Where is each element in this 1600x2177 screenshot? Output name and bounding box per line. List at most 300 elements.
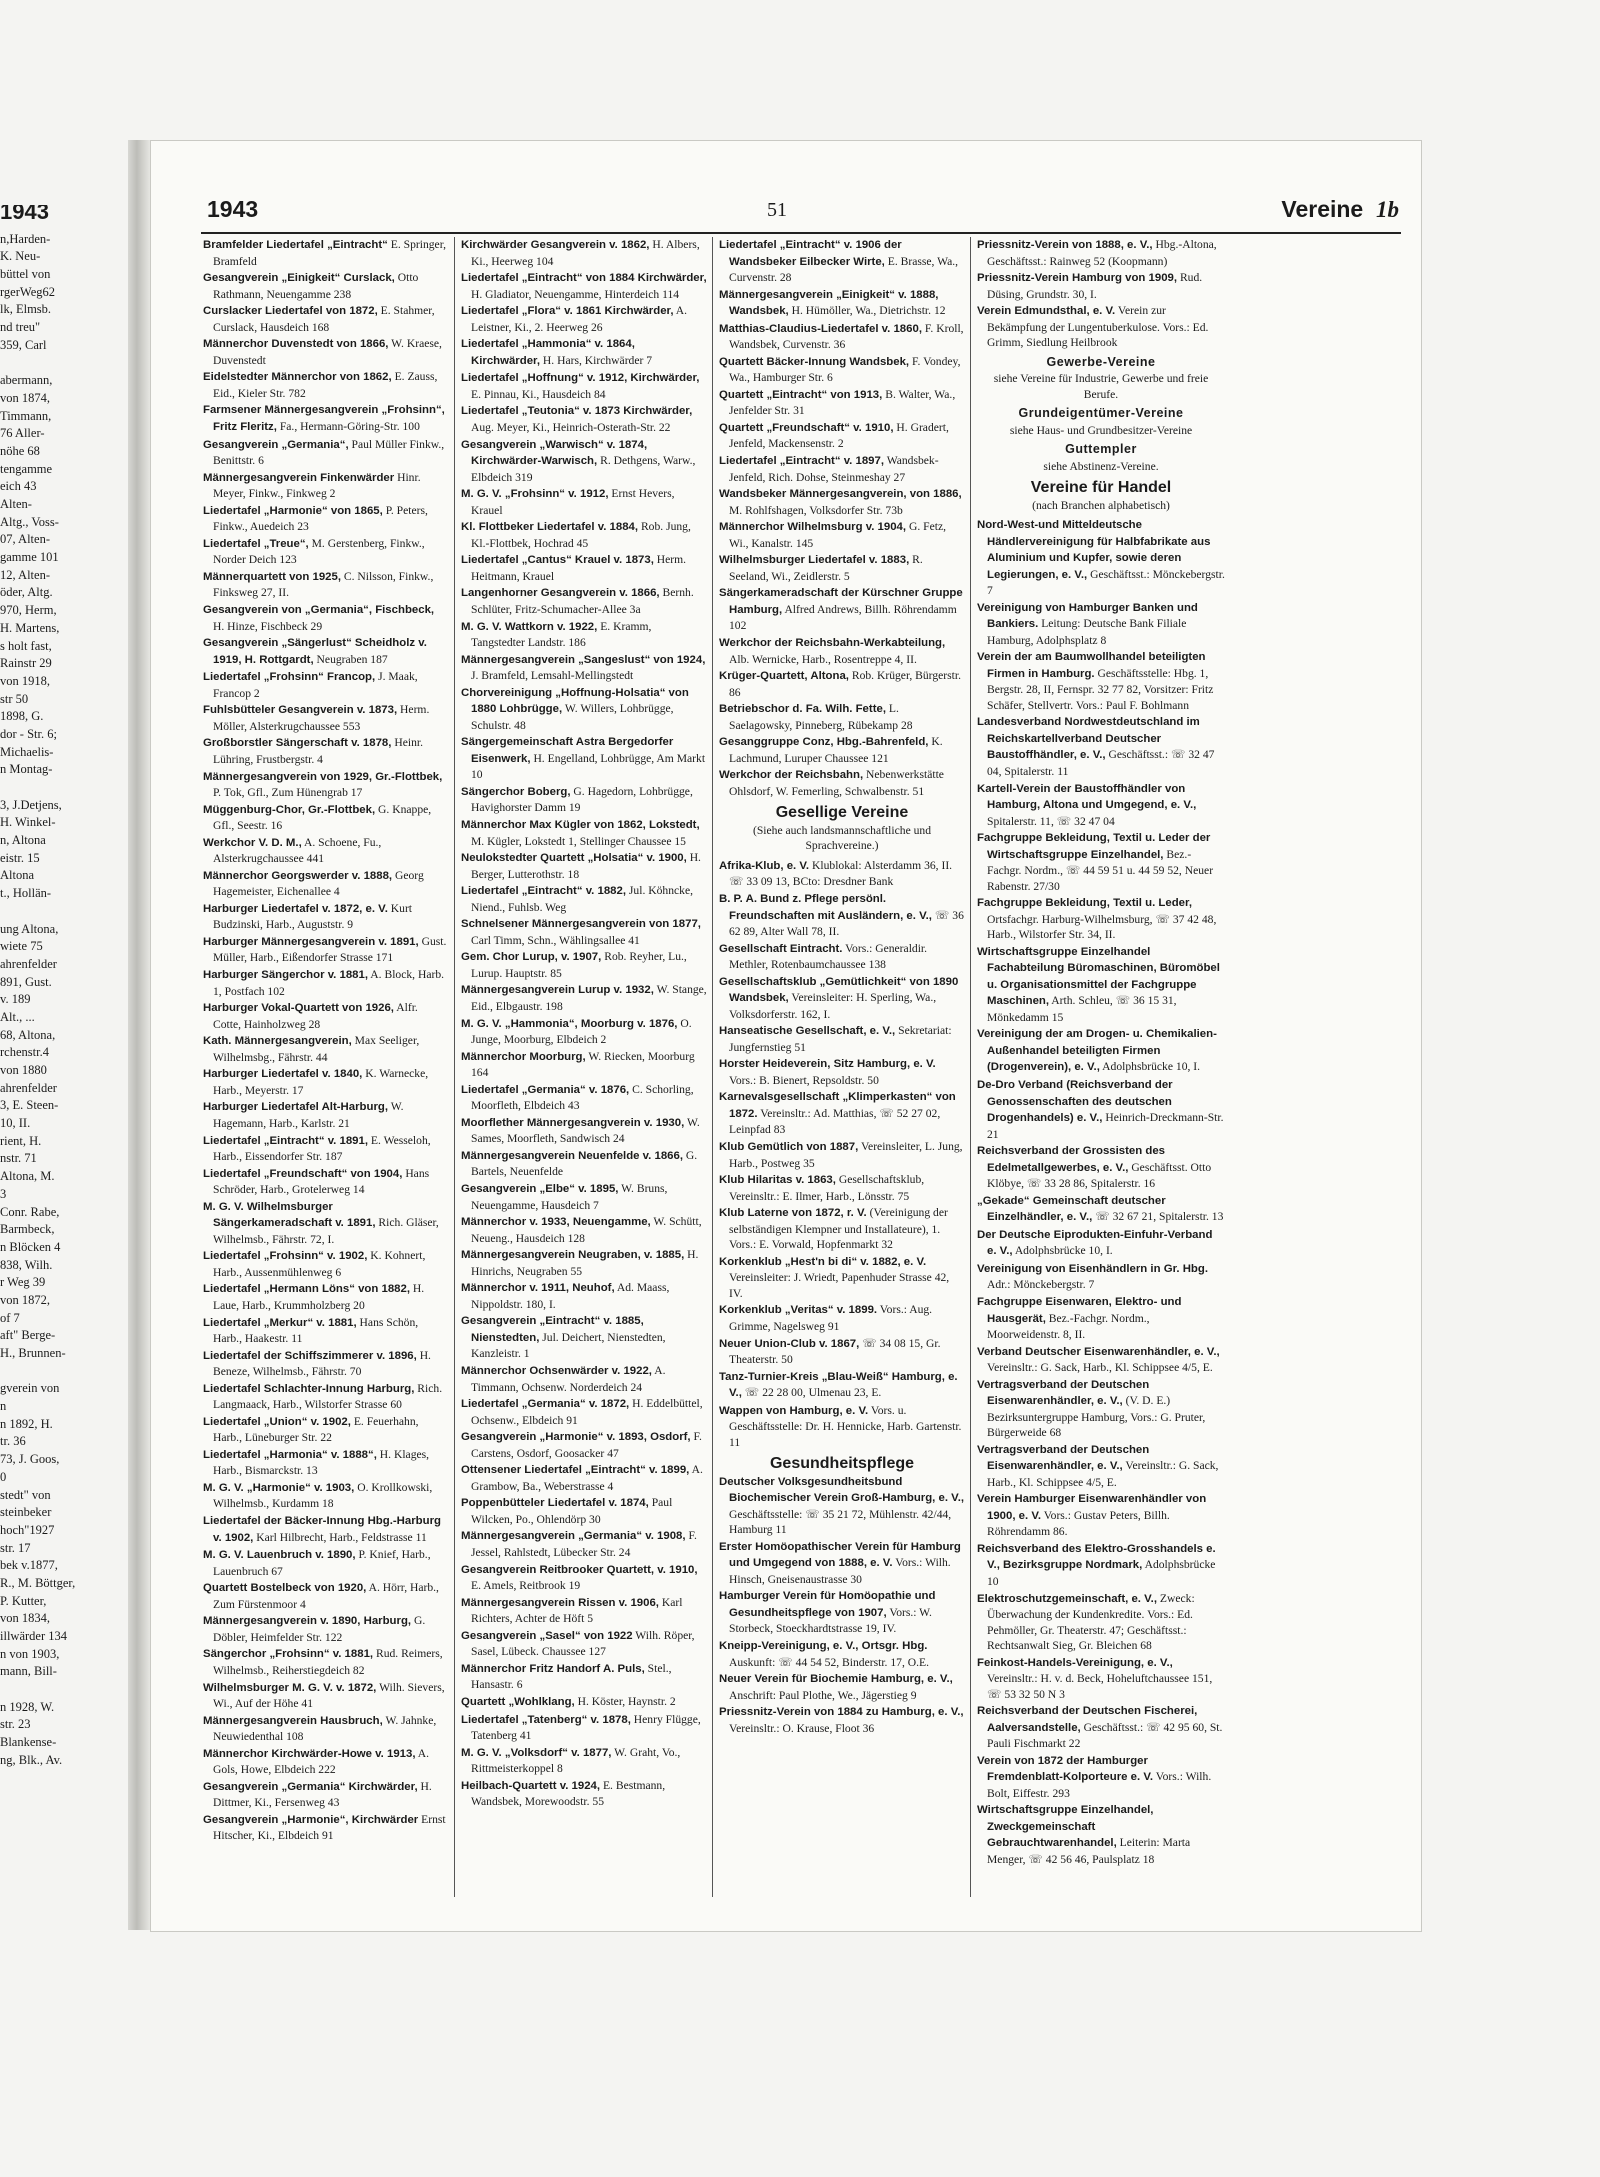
entry-details: Rich. Langmaack, Harb., Wilstorfer Strasse 60 bbox=[213, 1381, 443, 1412]
adjacent-page-line: 07, Alten- bbox=[0, 532, 50, 547]
adjacent-page-line: n von 1903, bbox=[0, 1646, 60, 1661]
entry-details: G. Bartels, Neuenfelde bbox=[471, 1148, 698, 1179]
entry-name: Karnevalsgesellschaft „Klimperkasten“ von 1872. bbox=[719, 1091, 956, 1120]
entry-name: Gesangverein Reitbrooker Quartett, v. 1910, bbox=[461, 1563, 698, 1576]
entry-name: Harburger Sängerchor v. 1881, bbox=[203, 969, 369, 982]
entry-details: Neugraben 187 bbox=[316, 652, 388, 666]
directory-entry bbox=[977, 1377, 1225, 1441]
adjacent-page-line: gverein von bbox=[0, 1381, 60, 1396]
entry-details: Vors.: W. Storbeck, Stoeckhardtstrasse 19, IV. bbox=[729, 1605, 932, 1636]
entry-name: Gesangverein „Germania“, bbox=[203, 438, 349, 451]
entry-details: Geschäftsst.: ☏ 32 47 04, Spitalerstr. 11 bbox=[987, 748, 1215, 778]
entry-details: Geschäftsst.: Mönckebergstr. 7 bbox=[987, 567, 1225, 598]
entry-details: Alb. Wernicke, Harb., Rosentreppe 4, II. bbox=[729, 652, 917, 666]
entry-details: Jul. Köhncke, Niend., Fuhlsb. Weg bbox=[471, 884, 693, 914]
entry-name: Wilhelmsburger M. G. V. v. 1872, bbox=[203, 1681, 377, 1694]
entry-details: Nebenwerkstätte Ohlsdorf, W. Femerling, Schwalbenstr. 51 bbox=[729, 768, 944, 798]
adjacent-page-line: r Weg 39 bbox=[0, 1275, 46, 1290]
directory-entry bbox=[719, 387, 965, 419]
directory-entry bbox=[719, 1403, 965, 1451]
directory-entry bbox=[977, 1143, 1225, 1192]
entry-details: F. Kroll, Wandsbek, Curvenstr. 36 bbox=[729, 321, 964, 352]
directory-entry bbox=[203, 1248, 448, 1280]
directory-entry bbox=[461, 1280, 707, 1312]
entry-name: Männergesangverein Rissen v. 1906, bbox=[461, 1596, 659, 1609]
directory-entry bbox=[203, 868, 448, 900]
entry-details: M. Kügler, Lokstedt 1, Stellinger Chaussee 15 bbox=[471, 834, 686, 848]
directory-entry bbox=[977, 714, 1225, 779]
entry-name: Männergesangverein „Germania“ v. 1908, bbox=[461, 1530, 686, 1543]
adjacent-page-line: 970, Herm, bbox=[0, 603, 57, 618]
adjacent-page-line: tengamme bbox=[0, 461, 53, 476]
entry-name: Wappen von Hamburg, e. V. bbox=[719, 1404, 869, 1417]
entry-details: Adolphsbrücke 10, I. bbox=[1014, 1244, 1113, 1258]
directory-entry bbox=[203, 1066, 448, 1098]
entry-details: Rob. Krüger, Bürgerstr. 86 bbox=[729, 669, 961, 699]
adjacent-page-line: nstr. 71 bbox=[0, 1151, 37, 1166]
adjacent-page-line: illwärder 134 bbox=[0, 1629, 67, 1644]
entry-details: M. Rohlfshagen, Volksdorfer Str. 73b bbox=[729, 503, 903, 517]
header-rule bbox=[201, 232, 1401, 234]
entry-details: Fa., Hermann-Göring-Str. 100 bbox=[279, 419, 420, 433]
entry-details: Auskunft: ☏ 44 54 52, Binderstr. 17, O.E. bbox=[729, 1655, 929, 1669]
entry-details: Herm. Heitmann, Krauel bbox=[471, 553, 687, 583]
entry-name: Männergesangverein Neuenfelde v. 1866, bbox=[461, 1149, 683, 1162]
cross-reference-note: (nach Branchen alphabetisch) bbox=[1032, 498, 1170, 512]
directory-entry bbox=[203, 303, 448, 335]
adjacent-page-line: 3 bbox=[0, 1186, 7, 1201]
entry-details: H. Köster, Haynstr. 2 bbox=[577, 1694, 676, 1708]
entry-name: Liedertafel „Hammonia“ v. 1864, Kirchwärder, bbox=[461, 338, 635, 367]
entry-name: Müggenburg-Chor, Gr.-Flottbek, bbox=[203, 803, 376, 816]
directory-entry bbox=[461, 1016, 707, 1048]
directory-entry bbox=[461, 916, 707, 948]
entry-details: Klublokal: Alsterdamm 36, II. ☏ 33 09 13, BCto: Dresdner Bank bbox=[729, 858, 953, 889]
entry-name: Liedertafel „Flora“ v. 1861 Kirchwärder, bbox=[461, 305, 674, 318]
entry-details: Anschrift: Paul Plothe, We., Jägerstieg 9 bbox=[729, 1688, 917, 1702]
directory-entry bbox=[203, 503, 448, 535]
directory-entry bbox=[461, 1495, 707, 1527]
adjacent-page-line: R., M. Böttger, bbox=[0, 1575, 76, 1590]
directory-entry bbox=[203, 1646, 448, 1678]
entry-name: Vereinigung der am Drogen- u. Chemikalien-Außenhandel beteiligten Firmen (Drogenverein), e. V., bbox=[977, 1028, 1217, 1074]
directory-entry bbox=[977, 944, 1225, 1026]
entry-name: Männergesangverein Finkenwärder bbox=[203, 471, 395, 484]
adjacent-page-line: steinbeker bbox=[0, 1505, 52, 1520]
entry-name: Feinkost-Handels-Vereinigung, e. V., bbox=[977, 1656, 1173, 1669]
directory-entry bbox=[461, 486, 707, 518]
adjacent-page-line: rchenstr.4 bbox=[0, 1045, 49, 1060]
entry-details: Vors.: Wilh. Bolt, Eiffestr. 293 bbox=[987, 1770, 1212, 1800]
directory-entry bbox=[203, 1613, 448, 1645]
adjacent-page-line: tr. 36 bbox=[0, 1434, 26, 1449]
entry-name: Gesangverein „Sängerlust“ Scheidholz v. 1919, H. Rottgardt, bbox=[203, 637, 427, 666]
entry-details: G. Fetz, Wi., Kanalstr. 145 bbox=[729, 520, 946, 550]
adjacent-page-line: aft" Berge- bbox=[0, 1328, 56, 1343]
entry-details: Vors.: B. Bienert, Repsoldstr. 50 bbox=[729, 1073, 879, 1087]
directory-entry bbox=[203, 1713, 448, 1745]
entry-details: W. Riecken, Moorburg 164 bbox=[471, 1049, 695, 1080]
entry-name: Werkchor V. D. M., bbox=[203, 836, 302, 849]
entry-details: A. Timmann, Ochsenw. Norderdeich 24 bbox=[471, 1364, 666, 1394]
adjacent-page-line: str. 17 bbox=[0, 1540, 31, 1555]
entry-name: Gem. Chor Lurup, v. 1907, bbox=[461, 951, 602, 964]
directory-entry bbox=[977, 1753, 1225, 1802]
adjacent-page-line: 891, Gust. bbox=[0, 974, 52, 989]
entry-details: H. Eddelbüttel, Ochsenw., Elbdeich 91 bbox=[471, 1397, 703, 1427]
entry-name: M. G. V. „Volksdorf“ v. 1877, bbox=[461, 1746, 612, 1759]
adjacent-page-line: 359, Carl bbox=[0, 337, 47, 352]
entry-details: H. Engelland, Lohbrügge, Am Markt 10 bbox=[471, 751, 706, 782]
entry-details: H. Hars, Kirchwärder 7 bbox=[542, 353, 653, 367]
entry-details: Gust. Müller, Harb., Eißendorfer Strasse 171 bbox=[213, 934, 447, 965]
adjacent-page-line: t., Hollän- bbox=[0, 886, 52, 901]
entry-details: H. Hinze, Fischbeck 29 bbox=[213, 619, 323, 633]
entry-name: Quartett „Freundschaft“ v. 1910, bbox=[719, 421, 894, 434]
entry-name: Gesellschaftsklub „Gemütlichkeit“ von 1890 Wandsbek, bbox=[719, 975, 959, 1005]
entry-details: W. Hagemann, Harb., Karlstr. 21 bbox=[213, 1100, 404, 1130]
directory-entry bbox=[461, 552, 707, 584]
entry-name: Gesangverein „Sasel“ von 1922 bbox=[461, 1629, 633, 1642]
entry-name: Liedertafel der Bäcker-Innung Hbg.-Harburg v. 1902, bbox=[203, 1515, 441, 1544]
directory-entry bbox=[461, 1778, 707, 1810]
adjacent-page-line: 76 Aller- bbox=[0, 426, 45, 441]
directory-entry bbox=[203, 1099, 448, 1131]
entry-name: Gesangverein „Eintracht“ v. 1885, Nienstedten, bbox=[461, 1315, 644, 1344]
adjacent-page-line: büttel von bbox=[0, 267, 51, 282]
entry-details: P. Tok, Gfl., Zum Hünengrab 17 bbox=[213, 786, 363, 799]
entry-details: G. Hagedorn, Lohbrügge, Havighorster Damm 19 bbox=[471, 784, 693, 815]
entry-name: Verein Edmundsthal, e. V. bbox=[977, 305, 1116, 318]
entry-name: Harburger Vokal-Quartett von 1926, bbox=[203, 1002, 394, 1015]
directory-entry bbox=[461, 1628, 707, 1660]
directory-entry bbox=[203, 1000, 448, 1032]
entry-name: Gesangverein „Germania“ Kirchwärder, bbox=[203, 1780, 418, 1793]
entry-name: Männergesangverein Neugraben, v. 1885, bbox=[461, 1249, 685, 1262]
entry-details: J. Maak, Francop 2 bbox=[213, 670, 418, 700]
directory-entry bbox=[461, 1595, 707, 1627]
entry-name: Männerquartett von 1925, bbox=[203, 570, 341, 583]
entry-name: Männerchor Georgswerder v. 1888, bbox=[203, 869, 393, 882]
adjacent-page-line: n 1892, H. bbox=[0, 1416, 53, 1431]
page-fold bbox=[128, 140, 150, 1930]
directory-entry bbox=[719, 1369, 965, 1402]
entry-details: Bernh. Schlüter, Fritz-Schumacher-Allee 3a bbox=[471, 586, 694, 616]
entry-details: E. Wesseloh, Harb., Eissendorfer Str. 187 bbox=[213, 1133, 431, 1164]
directory-entry bbox=[719, 974, 965, 1023]
directory-entry bbox=[461, 1148, 707, 1180]
directory-entry bbox=[977, 1227, 1225, 1260]
directory-entry bbox=[461, 237, 707, 269]
entry-name: Gesanggruppe Conz, Hbg.-Bahrenfeld, bbox=[719, 736, 929, 749]
directory-entry bbox=[461, 850, 707, 882]
entry-details: H. Hümöller, Wa., Dietrichstr. 12 bbox=[791, 304, 946, 318]
entry-name: Sängerchor „Frohsinn“ v. 1881, bbox=[203, 1648, 374, 1661]
entry-details: (Vereinigung der selbständigen Klempner und Installateure), 1. Vors.: E. Vorwald, Hopfenmarkt 32 bbox=[729, 1206, 948, 1252]
directory-entry bbox=[977, 303, 1225, 351]
entry-details: Heinr. Lühring, Frustbergstr. 4 bbox=[213, 736, 423, 766]
directory-entry bbox=[461, 1429, 707, 1461]
directory-entry bbox=[203, 402, 448, 435]
entry-details: O. Krollkowski, Wilhelmsb., Kurdamm 18 bbox=[213, 1480, 433, 1511]
entry-name: Männerchor v. 1933, Neuengamme, bbox=[461, 1216, 651, 1229]
entry-details: Geschäftsst. Otto Klöbye, ☏ 33 28 86, Spitalerstr. 16 bbox=[987, 1160, 1212, 1191]
entry-name: Liedertafel „Frohsinn“ Francop, bbox=[203, 671, 376, 684]
entry-name: Vertragsverband der Deutschen Eisenwarenhändler, e. V., bbox=[977, 1443, 1150, 1473]
directory-entry bbox=[719, 287, 965, 320]
entry-name: Reichsverband der Deutschen Fischerei, Aalversandstelle, bbox=[977, 1705, 1198, 1734]
directory-entry bbox=[719, 941, 965, 973]
directory-entry bbox=[203, 835, 448, 867]
entry-details: Leiterin: Marta Menger, ☏ 42 56 46, Paulsplatz 18 bbox=[987, 1836, 1191, 1866]
entry-details: Paul Wilcken, Po., Ohlendörp 30 bbox=[471, 1496, 673, 1526]
directory-entry bbox=[461, 685, 707, 734]
entry-name: Curslacker Liedertafel von 1872, bbox=[203, 305, 378, 318]
entry-name: Nord-West-und Mitteldeutsche Händlervereinigung für Halbfabrikate aus Aluminium und Kupfer, sowie deren Legierungen, e. V., bbox=[977, 519, 1211, 581]
cross-reference-note: siehe Haus- und Grundbesitzer-Vereine bbox=[1009, 423, 1193, 437]
adjacent-page-line: ung Altona, bbox=[0, 921, 59, 936]
entry-details: W. Willers, Lohbrügge, Schulstr. 48 bbox=[471, 702, 674, 732]
entry-details: A. Block, Harb. 1, Postfach 102 bbox=[213, 968, 445, 998]
directory-entry bbox=[977, 1541, 1225, 1590]
page-title-text: Vereine bbox=[1281, 196, 1364, 222]
adjacent-page-year: 1943 bbox=[0, 205, 49, 224]
directory-entry bbox=[461, 303, 707, 335]
adjacent-page-line bbox=[0, 779, 118, 797]
directory-entry bbox=[977, 1294, 1225, 1343]
directory-entry bbox=[977, 1703, 1225, 1752]
adjacent-page-line: von 1880 bbox=[0, 1063, 47, 1078]
entry-details: F. Vondey, Wa., Hamburger Str. 6 bbox=[729, 354, 961, 385]
directory-entry bbox=[719, 237, 965, 286]
entry-details: Carl Timm, Schn., Wählingsallee 41 bbox=[471, 933, 640, 947]
adjacent-page-line: nöhe 68 bbox=[0, 443, 40, 458]
subsection-heading: Guttempler bbox=[1065, 442, 1137, 457]
directory-page bbox=[150, 140, 1422, 1932]
directory-entry bbox=[719, 1139, 965, 1171]
entry-name: Betriebschor d. Fa. Wilh. Fette, bbox=[719, 703, 886, 716]
adjacent-page-line: dor - Str. 6; bbox=[0, 726, 57, 741]
page-number: 51 bbox=[767, 199, 787, 221]
section-heading: Vereine für Handel bbox=[1030, 479, 1172, 497]
adjacent-page-line bbox=[0, 355, 118, 373]
directory-entry bbox=[203, 967, 448, 999]
entry-details: Vors.: Aug. Grimme, Nagelsweg 91 bbox=[729, 1303, 933, 1333]
column-divider bbox=[970, 237, 971, 1897]
adjacent-page-line: von 1918, bbox=[0, 673, 50, 688]
directory-entry bbox=[461, 1396, 707, 1428]
entry-name: „Gekade“ Gemeinschaft deutscher Einzelhändler, e. V., bbox=[977, 1194, 1166, 1224]
page-title-suffix: 1b bbox=[1376, 197, 1399, 222]
entry-details: H. Beneze, Wilhelmsb., Fährstr. 70 bbox=[213, 1348, 431, 1379]
entry-details: W. Kraese, Duvenstedt bbox=[213, 337, 442, 367]
directory-entry bbox=[461, 437, 707, 486]
directory-entry bbox=[719, 1205, 965, 1253]
directory-entry bbox=[203, 270, 448, 302]
entry-name: Matthias-Claudius-Liedertafel v. 1860, bbox=[719, 322, 922, 335]
entry-details: H. Laue, Harb., Krummholzberg 20 bbox=[213, 1282, 425, 1312]
entry-name: Liedertafel „Germania“ v. 1872, bbox=[461, 1398, 630, 1411]
entry-details: E. Springer, Bramfeld bbox=[213, 238, 446, 268]
entry-name: Liedertafel „Teutonia“ v. 1873 Kirchwärder, bbox=[461, 405, 693, 418]
entry-details: Arth. Schleu, ☏ 36 15 31, Mönkedamm 15 bbox=[987, 994, 1177, 1024]
adjacent-page-line bbox=[0, 903, 118, 921]
entry-name: Harburger Liedertafel v. 1840, bbox=[203, 1068, 363, 1081]
entry-details: E. Zauss, Eid., Kieler Str. 782 bbox=[213, 370, 438, 400]
entry-name: Großborstler Sängerschaft v. 1878, bbox=[203, 737, 392, 750]
directory-entry bbox=[461, 370, 707, 402]
directory-entry bbox=[203, 1133, 448, 1165]
entry-name: Harburger Liedertafel Alt-Harburg, bbox=[203, 1101, 389, 1114]
entry-name: Liedertafel „Harmonia“ v. 1888“, bbox=[203, 1448, 377, 1461]
entry-details: H. Gradert, Jenfeld, Mackensenstr. 2 bbox=[729, 420, 949, 451]
entry-name: Heilbach-Quartett v. 1924, bbox=[461, 1779, 601, 1792]
adjacent-page-line: n, Altona bbox=[0, 833, 46, 848]
directory-entry bbox=[461, 1712, 707, 1744]
entry-details: Max Seeliger, Wilhelmsbg., Fährstr. 44 bbox=[213, 1034, 420, 1064]
entry-details: Rob. Reyher, Lu., Lurup. Hauptstr. 85 bbox=[471, 950, 687, 980]
entry-name: Männergesangverein Hausbruch, bbox=[203, 1714, 383, 1727]
directory-entry bbox=[719, 1588, 965, 1637]
directory-entry bbox=[203, 1680, 448, 1712]
entry-name: Männergesangverein „Einigkeit“ v. 1888, Wandsbek, bbox=[719, 288, 939, 318]
entry-name: Liedertafel „Frohsinn“ v. 1902, bbox=[203, 1250, 368, 1263]
entry-details: Vereinsltr.: Ad. Matthias, ☏ 52 27 02, Leinpfad 83 bbox=[729, 1106, 941, 1137]
directory-entry bbox=[719, 354, 965, 386]
entry-details: Ernst Hitscher, Ki., Elbdeich 91 bbox=[213, 1812, 446, 1843]
entry-name: Männerchor Max Kügler von 1862, Lokstedt, bbox=[461, 819, 700, 831]
entry-details: E. Feuerhahn, Harb., Lüneburger Str. 22 bbox=[213, 1414, 419, 1445]
adjacent-page-line: H. Winkel- bbox=[0, 815, 56, 830]
entry-name: M. G. V. „Frohsinn“ v. 1912, bbox=[461, 488, 609, 501]
directory-entry bbox=[461, 1528, 707, 1560]
entry-name: Klub Hilaritas v. 1863, bbox=[719, 1174, 836, 1187]
directory-entry bbox=[203, 369, 448, 401]
entry-details: Ernst Hevers, Krauel bbox=[471, 487, 675, 517]
adjacent-page-line: Altona, M. bbox=[0, 1169, 55, 1184]
entry-details: Wilh. Sievers, Wi., Auf der Höhe 41 bbox=[213, 1680, 445, 1711]
entry-details: M. Gerstenberg, Finkw., Norder Deich 123 bbox=[213, 536, 425, 567]
adjacent-page-line: Timmann, bbox=[0, 408, 52, 423]
directory-entry bbox=[719, 1254, 965, 1302]
directory-entry bbox=[977, 1591, 1225, 1654]
directory-entry bbox=[719, 1302, 965, 1334]
adjacent-page-line bbox=[0, 1363, 118, 1381]
directory-entry bbox=[977, 1491, 1225, 1540]
entry-details: Vereinsltr.: H. v. d. Beck, Hoheluftchaussee 151, ☏ 53 32 50 N 3 bbox=[987, 1672, 1213, 1701]
adjacent-page-line: rgerWeg62 bbox=[0, 284, 55, 299]
directory-entry bbox=[203, 470, 448, 502]
directory-entry bbox=[719, 486, 965, 518]
directory-entry bbox=[203, 1447, 448, 1479]
directory-entry bbox=[461, 1115, 707, 1147]
entry-details: P. Peters, Finkw., Auedeich 23 bbox=[213, 503, 428, 534]
entry-name: Liedertafel „Eintracht“ v. 1891, bbox=[203, 1134, 369, 1147]
entry-name: Liedertafel „Treue“, bbox=[203, 537, 309, 550]
entry-details: L. Saelagowsky, Pinneberg, Rübekamp 28 bbox=[729, 702, 913, 732]
entry-name: Liedertafel der Schiffszimmerer v. 1896, bbox=[203, 1349, 417, 1362]
entry-name: Horster Heideverein, Sitz Hamburg, e. V. bbox=[719, 1058, 936, 1071]
adjacent-page-line: Alten- bbox=[0, 497, 32, 512]
entry-details: A. Grambow, Ba., Weberstrasse 4 bbox=[471, 1463, 703, 1493]
adjacent-page-line: gamme 101 bbox=[0, 550, 59, 565]
entry-name: Erster Homöopathischer Verein für Hamburg und Umgegend von 1888, e. V. bbox=[719, 1540, 961, 1570]
directory-entry bbox=[203, 437, 448, 469]
directory-entry bbox=[203, 669, 448, 701]
adjacent-page-line: str. 23 bbox=[0, 1717, 31, 1732]
directory-entry bbox=[203, 1513, 448, 1546]
entry-name: M. G. V. Wattkorn v. 1922, bbox=[461, 620, 598, 633]
entry-name: Männerchor Duvenstedt von 1866, bbox=[203, 338, 389, 351]
page-title bbox=[1281, 196, 1399, 223]
adjacent-page-line bbox=[0, 1681, 118, 1699]
entry-name: Elektroschutzgemeinschaft, e. V., bbox=[977, 1592, 1157, 1605]
entry-name: M. G. V. „Hammonia“, Moorburg v. 1876, bbox=[461, 1017, 678, 1030]
directory-entry bbox=[977, 1026, 1225, 1076]
entry-details: A. Gols, Howe, Elbdeich 222 bbox=[213, 1746, 430, 1777]
directory-entry bbox=[719, 701, 965, 733]
entry-name: Farmsener Männergesangverein „Frohsinn“, Fritz Fleritz, bbox=[203, 404, 445, 433]
entry-details: Vereinsleiter, L. Jung, Harb., Postweg 35 bbox=[729, 1140, 963, 1170]
header-year: 1943 bbox=[207, 196, 259, 222]
adjacent-page-line: 0 bbox=[0, 1469, 7, 1484]
entry-name: De-Dro Verband (Reichsverband der Genossenschaften des deutschen Drogenhandels) e. V., bbox=[977, 1079, 1173, 1125]
entry-details: ☏ 32 67 21, Spitalerstr. 13 bbox=[1095, 1210, 1224, 1224]
entry-details: R. Dethgens, Warw., Elbdeich 319 bbox=[471, 454, 696, 484]
directory-entry bbox=[977, 600, 1225, 649]
directory-entry bbox=[203, 1315, 448, 1347]
adjacent-page-fragment bbox=[0, 205, 118, 1905]
entry-details: Bez.-Fachgr. Nordm., ☏ 44 59 51 u. 44 59 52, Neuer Rabenstr. 27/30 bbox=[987, 847, 1214, 893]
column-3 bbox=[719, 237, 965, 1907]
entry-details: (V. D. E.) Bezirksuntergruppe Hamburg, Vors.: G. Pruter, Bürgerweide 68 bbox=[987, 1394, 1206, 1440]
entry-name: Gesangverein „Einigkeit“ Curslack, bbox=[203, 272, 395, 285]
directory-entry bbox=[461, 270, 707, 302]
adjacent-page-line: mann, Bill- bbox=[0, 1664, 57, 1679]
directory-entry bbox=[977, 517, 1225, 599]
entry-name: Neuer Union-Club v. 1867, bbox=[719, 1337, 860, 1350]
directory-entry bbox=[719, 767, 965, 799]
entry-details: Stel., Hansastr. 6 bbox=[471, 1661, 672, 1692]
entry-name: Schnelsener Männergesangverein von 1877, bbox=[461, 918, 701, 931]
entry-name: Afrika-Klub, e. V. bbox=[719, 859, 810, 872]
directory-entry bbox=[203, 934, 448, 966]
directory-entry bbox=[719, 1539, 965, 1588]
entry-name: Liedertafel „Hoffnung“ v. 1912, Kirchwärder, bbox=[461, 372, 700, 385]
entry-details: W. Jahnke, Neuwiedenthal 108 bbox=[213, 1713, 437, 1744]
entry-name: Sängerchor Boberg, bbox=[461, 785, 571, 798]
entry-details: Gesellschaftsklub, Vereinsltr.: E. Ilmer, Harb., Lönsstr. 75 bbox=[729, 1173, 925, 1203]
entry-name: Fachgruppe Eisenwaren, Elektro- und Hausgerät, bbox=[977, 1296, 1182, 1325]
directory-entry bbox=[203, 735, 448, 767]
directory-entry bbox=[719, 891, 965, 940]
entry-name: Fachgruppe Bekleidung, Textil u. Leder der Wirtschaftsgruppe Einzelhandel, bbox=[977, 832, 1211, 861]
page-header bbox=[207, 196, 1399, 230]
directory-entry bbox=[203, 802, 448, 834]
entry-details: H. Dittmer, Ki., Fersenweg 43 bbox=[213, 1779, 432, 1810]
directory-entry bbox=[461, 585, 707, 617]
entry-details: Hans Schröder, Harb., Grotelerweg 14 bbox=[213, 1166, 430, 1197]
entry-name: Klub Laterne von 1872, r. V. bbox=[719, 1207, 867, 1220]
entry-name: Neuer Verein für Biochemie Hamburg, e. V., bbox=[719, 1673, 953, 1686]
adjacent-page-line: H., Brunnen- bbox=[0, 1346, 66, 1361]
entry-details: Vereinsltr.: G. Sack, Harb., Kl. Schippsee 4/5, E. bbox=[987, 1459, 1219, 1489]
entry-details: C. Schorling, Moorfleth, Elbdeich 43 bbox=[471, 1082, 694, 1113]
entry-name: Liedertafel „Harmonie“ von 1865, bbox=[203, 504, 383, 517]
entry-name: Verband Deutscher Eisenwarenhändler, e. V., bbox=[977, 1345, 1220, 1358]
entry-details: Alfred Andrews, Billh. Röhrendamm 102 bbox=[729, 602, 957, 633]
adjacent-page-line: bek v.1877, bbox=[0, 1558, 58, 1573]
